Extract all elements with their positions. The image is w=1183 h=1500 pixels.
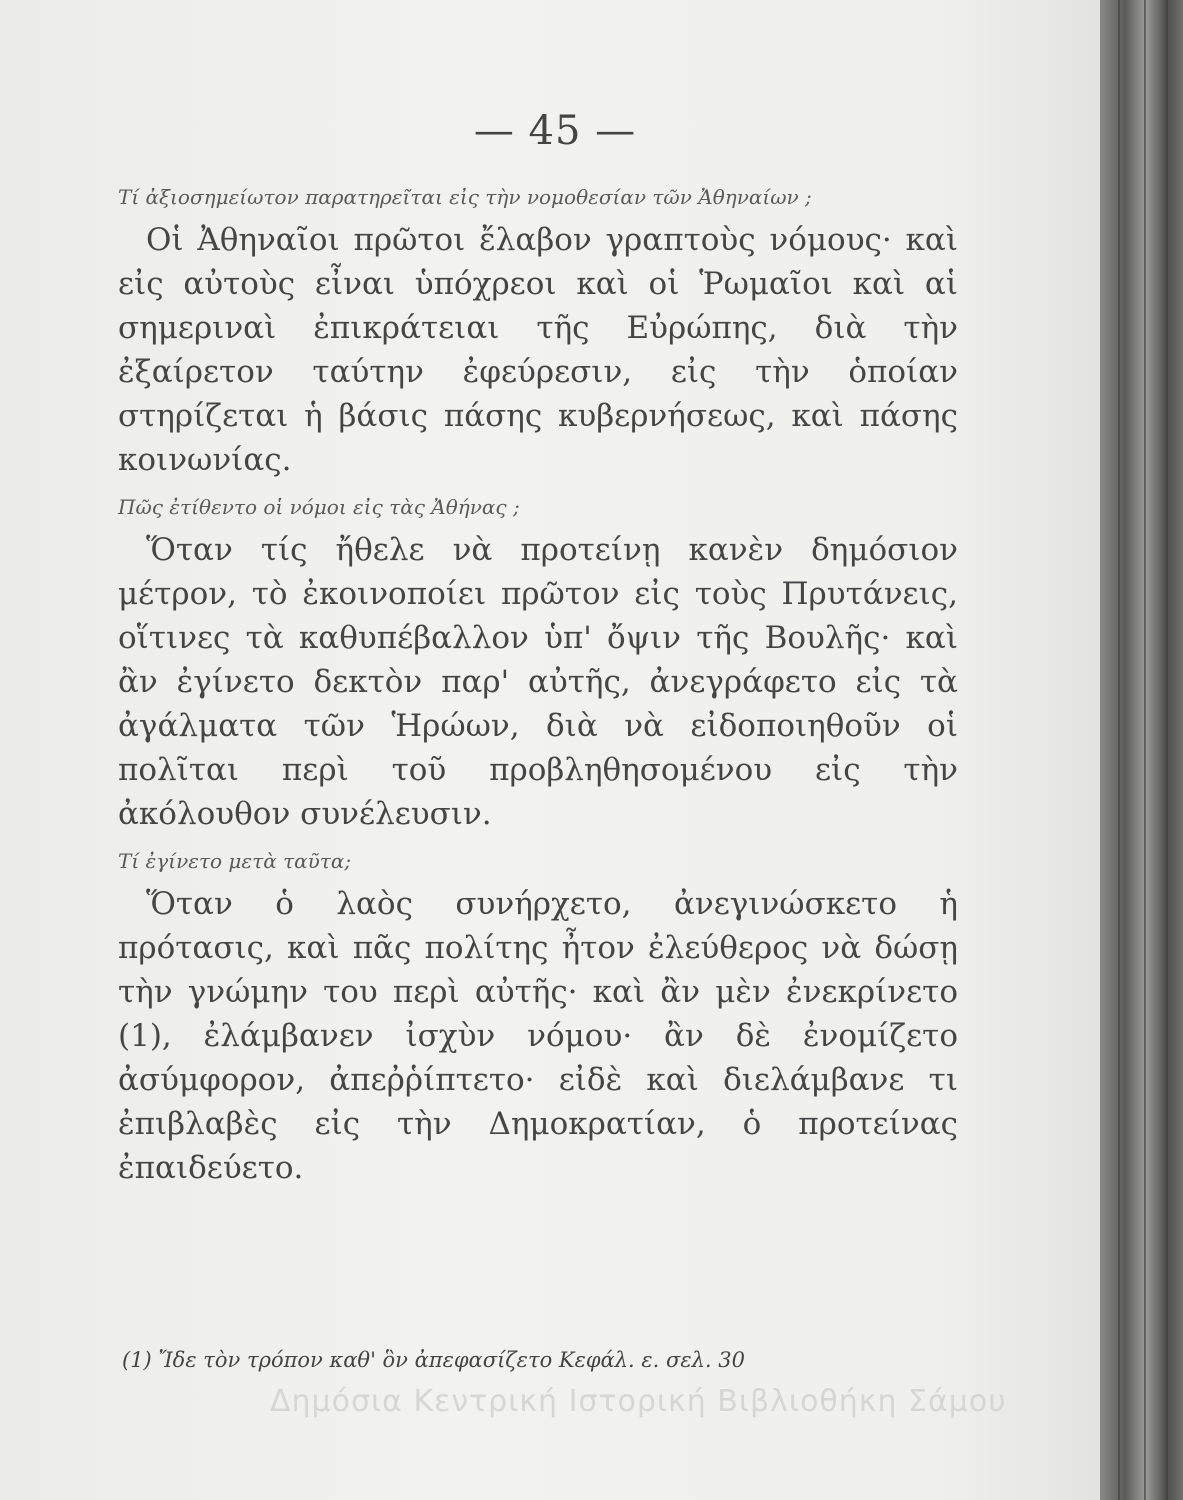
edge-line [1166,0,1168,1500]
answer-3: Ὅταν ὁ λαὸς συνήρχετο, ἀνεγινώσκετο ἡ πρότασις, καὶ πᾶς πολίτης ἦτον ἐλεύθερος νὰ δώσῃ τὴν γνώμην του περὶ αὐτῆς· καὶ ἂν μὲν ἐνεκρίνετο (1), ἐλάμβανεν ἰσχὺν νόμου· ἂν δὲ ἐνομίζετο ἀσύμφορον, ἀπεῤῥίπτετο· εἰδὲ καὶ διελάμβανε τι ἐπιβλαβὲς εἰς τὴν Δημοκρατίαν, ὁ προτείνας ἐπαιδεύετο. [118,886,958,1186]
edge-line [1118,0,1120,1500]
question-1: Τί ἀξιοσημείωτον παρατηρεῖται εἰς τὴν νομοθεσίαν τῶν Ἀθηναίων ; [118,185,812,209]
footnote: (1) Ἴδε τὸν τρόπον καθ' ὃν ἀπεφασίζετο Κεφάλ. ε. σελ. 30 [122,1348,745,1372]
library-watermark: Δημόσια Κεντρική Ιστορική Βιβλιοθήκη Σάμου [270,1384,1007,1419]
question-2: Πῶς ἐτίθεντο οἱ νόμοι εἰς τὰς Ἀθήνας ; [118,495,520,519]
answer-2: Ὅταν τίς ἤθελε νὰ προτείνῃ κανὲν δημόσιον μέτρον, τὸ ἐκοινοποίει πρῶτον εἰς τοὺς Πρυτάνεις, οἵτινες τὰ καθυπέβαλλον ὑπ' ὄψιν τῆς Βουλῆς· καὶ ἂν ἐγίνετο δεκτὸν παρ' αὐτῆς, ἀνεγράφετο εἰς τὰ ἀγάλματα τῶν Ἡρώων, διὰ νὰ εἰδοποιηθοῦν οἱ πολῖται περὶ τοῦ προβληθησομένου εἰς τὴν ἀκόλουθον συνέλευσιν. [118,532,958,832]
question-3: Τί ἐγίνετο μετὰ ταῦτα; [118,849,352,873]
page-number: — 45 — [473,108,637,154]
answer-1: Οἱ Ἀθηναῖοι πρῶτοι ἔλαβον γραπτοὺς νόμους· καὶ εἰς αὐτοὺς εἶναι ὑπόχρεοι καὶ οἱ Ῥωμαῖοι καὶ αἱ σημεριναὶ ἐπικράτειαι τῆς Εὐρώπης, διὰ τὴν ἐξαίρετον ταύτην ἐφεύρεσιν, εἰς τὴν ὁποίαν στηρίζεται ἡ βάσις πάσης κυβερνήσεως, καὶ πάσης κοινωνίας. [118,222,958,478]
edge-line [1144,0,1146,1500]
book-edge [1100,0,1183,1500]
page-body [118,182,958,1200]
